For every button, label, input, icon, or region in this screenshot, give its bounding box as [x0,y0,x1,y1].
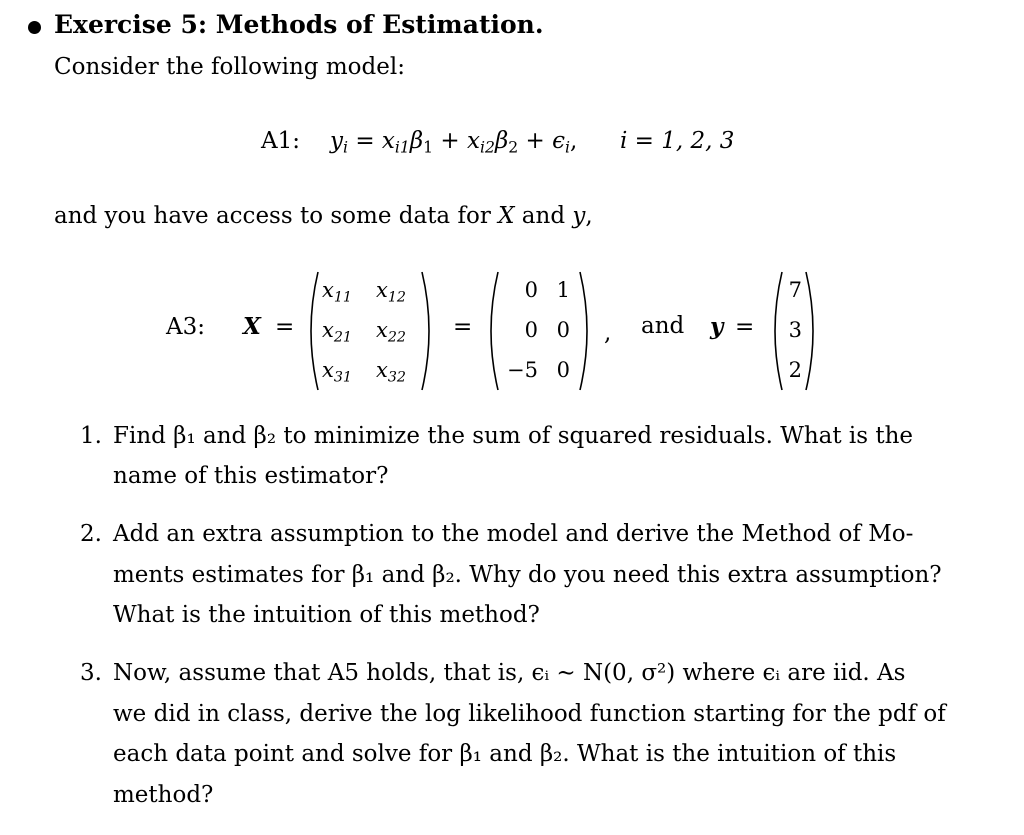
matrix-cell: 0 [524,278,538,302]
matrix-cell: 0 [556,358,570,382]
matrix-cell: 0 [524,318,538,342]
equals-sign: = [735,314,755,340]
matrix-cell: −5 [507,358,538,382]
exercise-title: Exercise 5: Methods of Estimation. [54,10,544,39]
question-line: Find β₁ and β₂ to minimize the sum of squared residuals. What is the [113,423,914,449]
data-sentence: and you have access to some data for X and y, [54,203,593,229]
model-label: A1: [261,128,300,154]
equals-sign: = [275,314,295,340]
matrix-cell: $x_{12}$ [376,278,406,306]
matrix-cell: 1 [556,278,570,302]
matrix-cell: $x_{22}$ [376,318,406,346]
matrix-cell: $x_{32}$ [376,358,406,386]
matrix-parentheses [484,268,594,394]
bullet-icon [28,21,41,34]
y-symbol: y [710,313,724,340]
model-equation: $y_i = x_{i1}\beta_1 + x_{i2}\beta_2 + \epsilon_i$, [330,128,578,157]
question-number: 2. [80,521,102,547]
matrix-cell: $x_{11}$ [322,278,352,306]
question-line: What is the intuition of this method? [113,602,540,628]
question-line: Add an extra assumption to the model and derive the Method of Mo- [113,521,914,547]
question-line: method? [113,782,214,808]
question-line: ments estimates for β₁ and β₂. Why do you need this extra assumption? [113,562,942,588]
equals-sign: = [453,314,473,340]
symbolic-matrix [304,268,436,394]
and-word: and [641,313,685,339]
matrix-comma: , [604,320,612,346]
x-symbol: X [243,313,261,340]
vector-cell: 3 [788,318,802,342]
vector-cell: 7 [788,278,802,302]
assumption-label: A3: [166,314,205,340]
question-number: 3. [80,660,102,686]
numeric-matrix [484,268,594,394]
question-line: Now, assume that A5 holds, that is, ϵᵢ ∼ N(0, σ²) where ϵᵢ are iid. As [113,660,906,686]
matrix-cell: $x_{31}$ [322,358,352,386]
question-line: each data point and solve for β₁ and β₂. What is the intuition of this [113,741,897,767]
intro-text: Consider the following model: [54,54,405,80]
question-line: name of this estimator? [113,463,389,489]
model-index-range: i = 1, 2, 3 [620,128,735,154]
y-vector [768,268,820,394]
matrix-cell: $x_{21}$ [322,318,352,346]
question-line: we did in class, derive the log likelihood function starting for the pdf of [113,701,946,727]
matrix-cell: 0 [556,318,570,342]
question-number: 1. [80,423,102,449]
vector-cell: 2 [788,358,802,382]
